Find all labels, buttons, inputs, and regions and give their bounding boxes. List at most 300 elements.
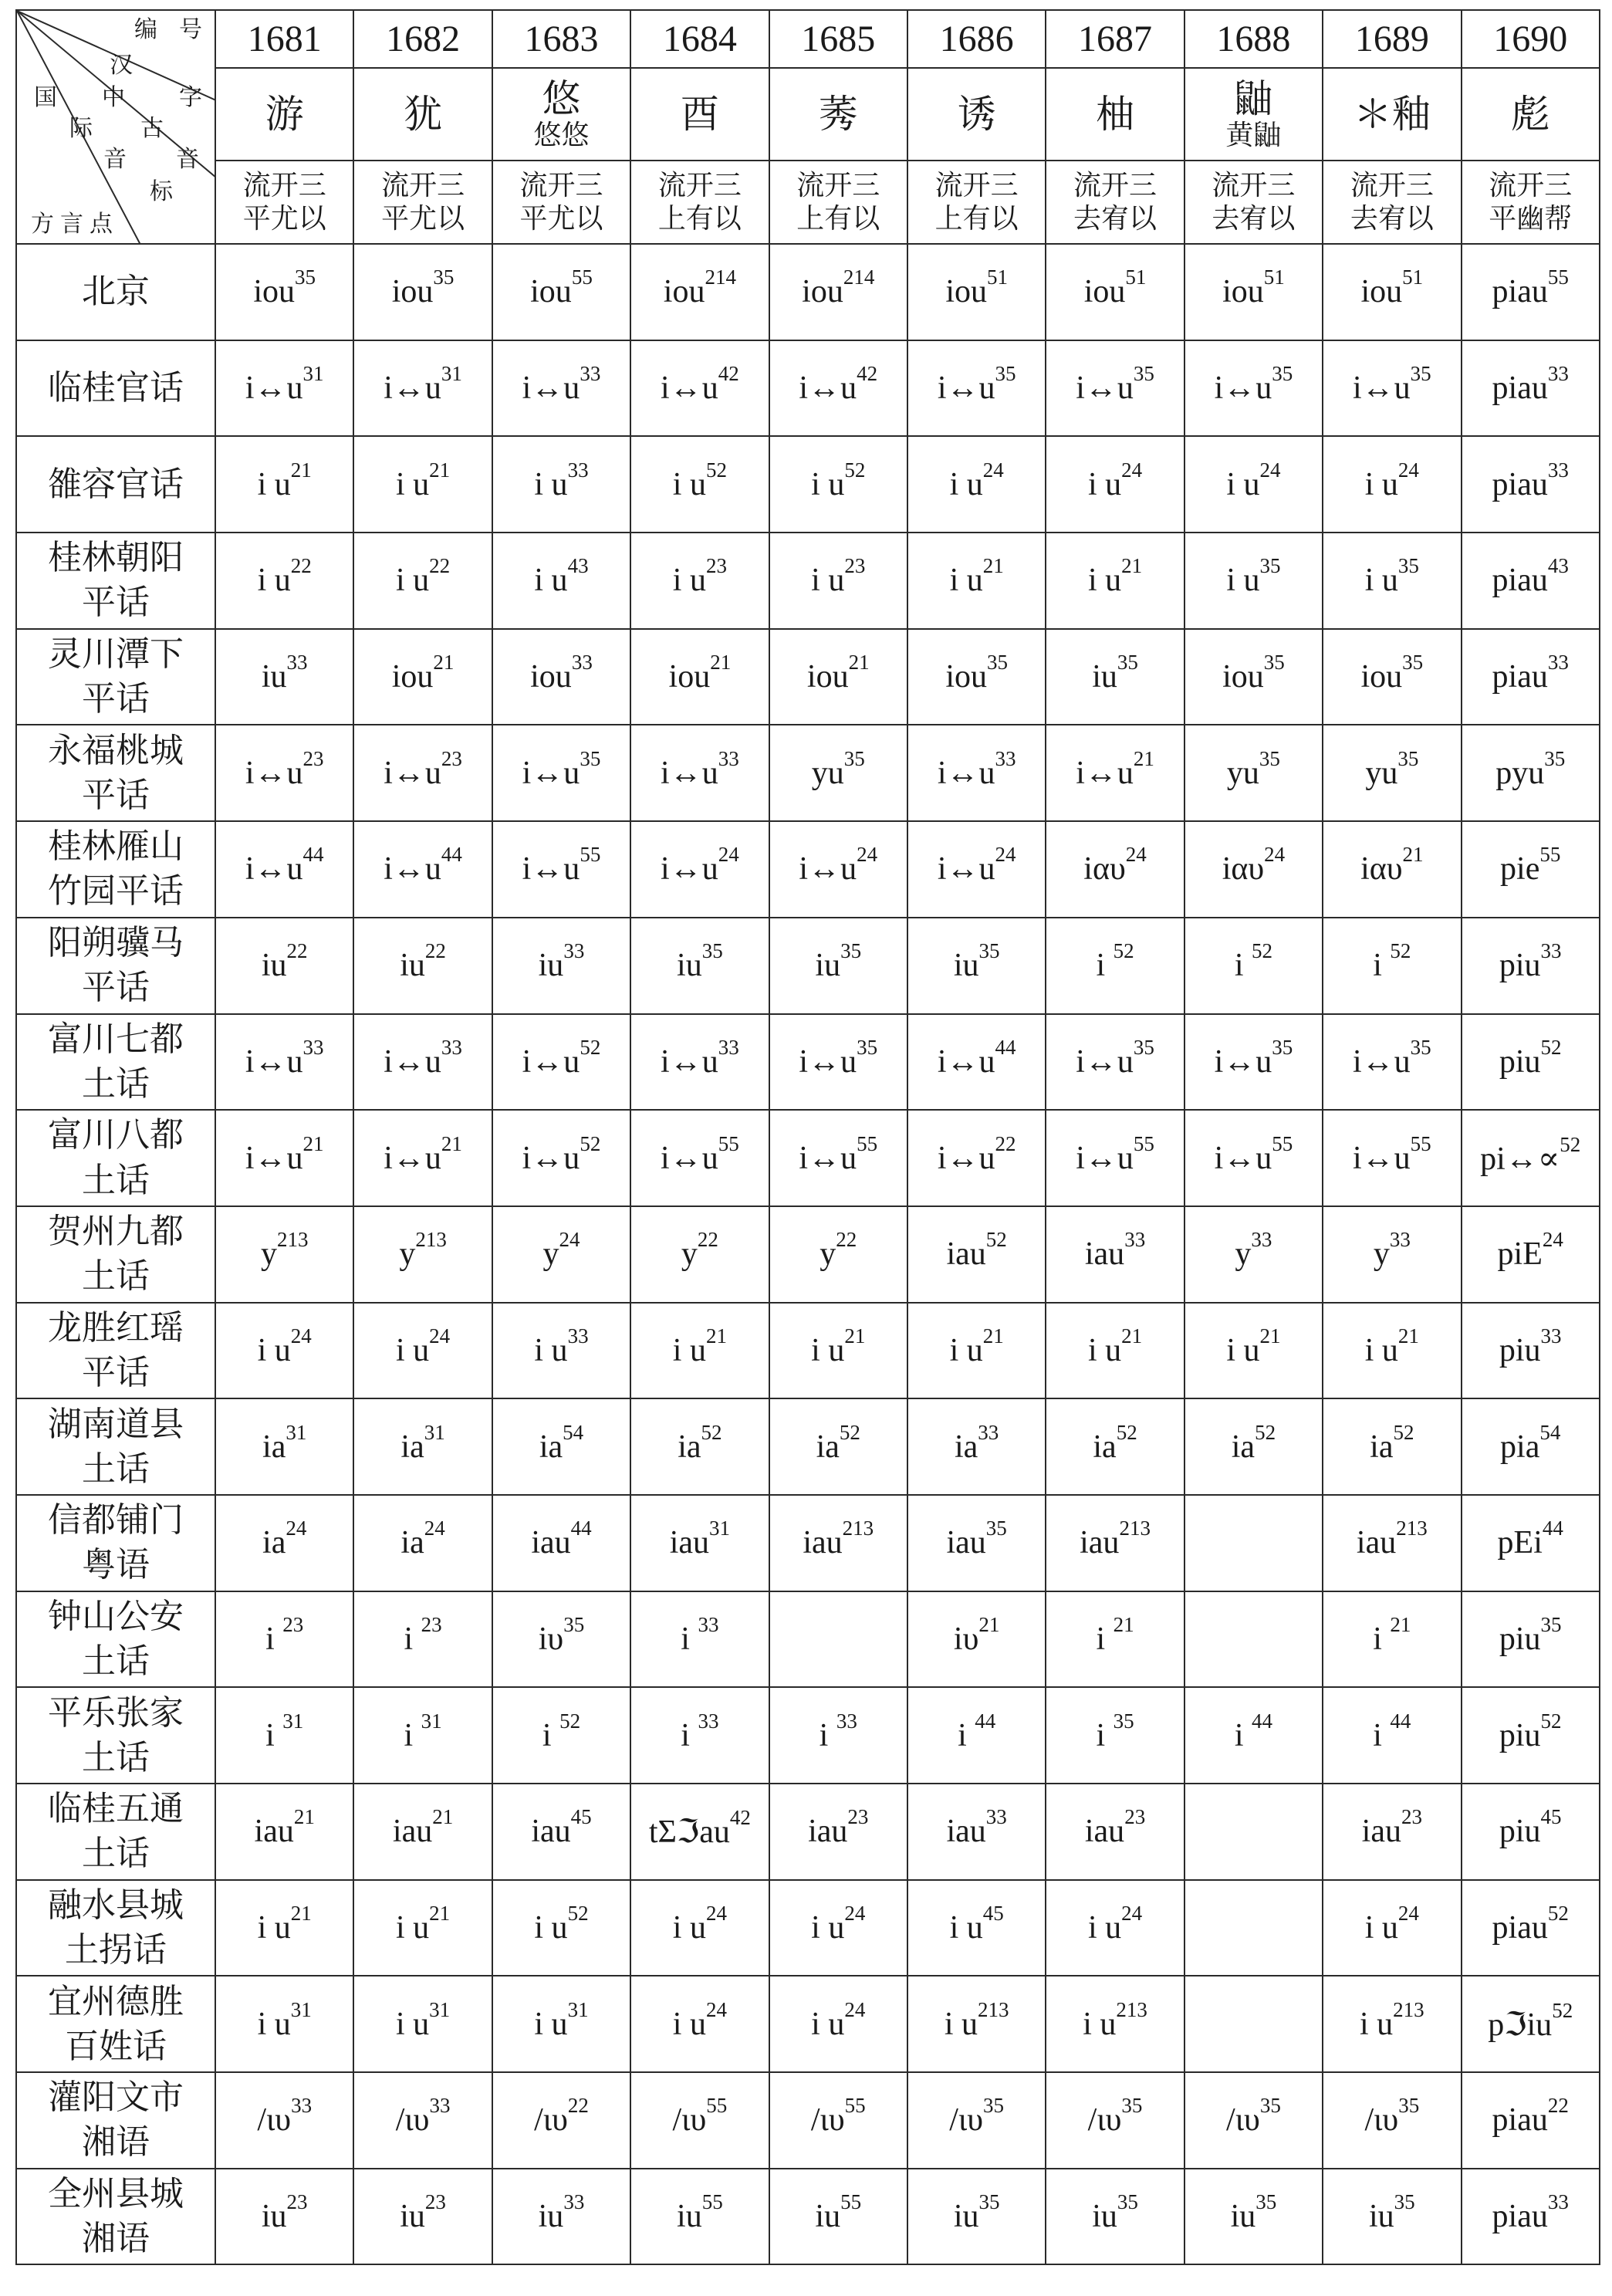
- character: 柚: [1096, 92, 1135, 136]
- character: 游: [265, 92, 304, 136]
- pronunciation-cell: [1046, 1495, 1184, 1591]
- tone-value: 55: [706, 2094, 728, 2118]
- pronunciation-text: i↔u: [1076, 755, 1134, 791]
- dialect-point-cell: [16, 244, 215, 340]
- pronunciation-text: i: [1373, 948, 1391, 984]
- tone-value: 55: [718, 1131, 739, 1155]
- pronunciation-text: i↔u: [799, 1043, 857, 1080]
- pronunciation-text: i: [1096, 1621, 1114, 1657]
- header-number-cell: 1689: [1323, 10, 1461, 68]
- pronunciation-text: i↔u: [1352, 1140, 1411, 1176]
- tone-value: 22: [995, 1131, 1016, 1155]
- pronunciation-text: i u: [534, 563, 568, 599]
- tone-value: 55: [1410, 1131, 1431, 1155]
- tone-value: 23: [421, 1613, 442, 1637]
- pronunciation-text: i u: [1083, 2006, 1117, 2042]
- header-middle-chinese-cell: [630, 161, 769, 244]
- tone-value: 24: [995, 843, 1016, 867]
- pronunciation-text: i u: [534, 1332, 568, 1368]
- tone-value: 214: [843, 265, 875, 289]
- tone-value: 24: [844, 1997, 866, 2021]
- pronunciation-text: iau: [1084, 1236, 1125, 1273]
- pronunciation-cell: [1046, 1784, 1184, 1880]
- pronunciation-cell: [630, 1784, 769, 1880]
- tone-value: 35: [978, 939, 1000, 963]
- tone-value: 21: [429, 1902, 451, 1926]
- pronunciation-cell: [1184, 2072, 1323, 2169]
- pronunciation-text: i↔u: [245, 755, 303, 791]
- pronunciation-cell: [769, 1398, 907, 1495]
- pronunciation-text: piu: [1499, 1621, 1541, 1657]
- pronunciation-text: iau: [946, 1525, 986, 1561]
- tone-value: 23: [1124, 1805, 1146, 1829]
- pronunciation-text: piau: [1492, 274, 1548, 310]
- table-row: [16, 1303, 1600, 1399]
- tone-value: 35: [1398, 2094, 1420, 2118]
- pronunciation-cell: [630, 1687, 769, 1784]
- table-row: [16, 533, 1600, 629]
- pronunciation-text: iαυ: [1222, 851, 1265, 888]
- pronunciation-cell: [769, 821, 907, 918]
- tone-value: 35: [701, 939, 723, 963]
- pronunciation-cell: [1184, 1014, 1323, 1111]
- middle-chinese-line: 平尤以: [519, 203, 603, 234]
- pronunciation-text: piu: [1499, 948, 1541, 984]
- pronunciation-cell: [1184, 340, 1323, 437]
- pronunciation-text: i u: [396, 2006, 430, 2042]
- tone-value: 55: [1133, 1131, 1154, 1155]
- pronunciation-text: iau: [946, 1814, 986, 1850]
- pronunciation-cell: [215, 1495, 353, 1591]
- tone-value: 35: [1544, 746, 1566, 770]
- pronunciation-text: iou: [945, 274, 987, 310]
- pronunciation-cell: [353, 1398, 492, 1495]
- tone-value: 24: [286, 1517, 307, 1540]
- pronunciation-cell: [1184, 629, 1323, 725]
- pronunciation-text: iau: [531, 1814, 571, 1850]
- dialect-point-name: 土话: [82, 1064, 150, 1103]
- pronunciation-text: iu: [1092, 659, 1117, 695]
- tone-value: 21: [1133, 746, 1154, 770]
- tone-value: 33: [1251, 1228, 1272, 1252]
- pronunciation-cell: [215, 1398, 353, 1495]
- tone-value: 35: [1117, 2190, 1138, 2214]
- pronunciation-cell: [492, 2072, 630, 2169]
- pronunciation-text: iau: [1080, 1525, 1120, 1561]
- pronunciation-cell: [907, 918, 1046, 1014]
- pronunciation-text: i u: [396, 1910, 430, 1946]
- table-row: [16, 725, 1600, 821]
- dialect-point-name: 钟山公安: [48, 1597, 184, 1635]
- tone-value: 33: [302, 1035, 324, 1059]
- pronunciation-cell: [769, 2072, 907, 2169]
- pronunciation-cell: [492, 918, 630, 1014]
- pronunciation-text: i u: [949, 1332, 983, 1368]
- tone-value: 24: [1125, 843, 1147, 867]
- tone-value: 35: [563, 1613, 585, 1637]
- pronunciation-cell: [1323, 629, 1461, 725]
- pronunciation-cell: [353, 533, 492, 629]
- pronunciation-text: y: [542, 1236, 559, 1273]
- pronunciation-cell: [1462, 1880, 1600, 1976]
- pronunciation-cell: [630, 244, 769, 340]
- pronunciation-text: ia: [1370, 1429, 1394, 1465]
- pronunciation-text: i u: [949, 466, 983, 502]
- pronunciation-text: i u: [811, 466, 845, 502]
- tone-value: 21: [432, 1805, 454, 1829]
- tone-value: 33: [698, 1709, 719, 1733]
- pronunciation-text: iou: [391, 659, 434, 695]
- character-note: 黄鼬: [1225, 119, 1282, 150]
- pronunciation-text: ia: [400, 1525, 424, 1561]
- tone-value: 33: [1547, 651, 1569, 675]
- pronunciation-cell: [353, 821, 492, 918]
- pronunciation-text: /ιυ: [395, 2102, 430, 2139]
- tone-value: 21: [1397, 1324, 1419, 1348]
- dialect-point-name: 平话: [82, 1353, 150, 1391]
- tone-value: 213: [276, 1228, 309, 1252]
- pronunciation-cell: [907, 1495, 1046, 1591]
- pronunciation-cell: [492, 821, 630, 918]
- pronunciation-cell: [1046, 2072, 1184, 2169]
- pronunciation-cell: [492, 1398, 630, 1495]
- pronunciation-text: i: [1234, 1717, 1252, 1753]
- pronunciation-cell: [630, 629, 769, 725]
- dialect-point-name: 雒容官话: [48, 465, 184, 503]
- pronunciation-text: iau: [803, 1525, 843, 1561]
- pronunciation-text: iou: [1360, 274, 1403, 310]
- pronunciation-text: yu: [811, 755, 844, 791]
- dialect-point-name: 湘语: [82, 2220, 150, 2258]
- tone-value: 44: [1542, 1517, 1563, 1540]
- pronunciation-text: i↔u: [799, 370, 857, 407]
- pronunciation-cell: [353, 629, 492, 725]
- pronunciation-text: iou: [945, 659, 987, 695]
- pronunciation-cell: [215, 1591, 353, 1688]
- dialect-point-name: 土话: [82, 1738, 150, 1777]
- dialect-point-name: 湖南道县: [48, 1405, 184, 1443]
- pronunciation-cell: [492, 1206, 630, 1303]
- pronunciation-cell: [1184, 244, 1323, 340]
- pronunciation-text: /ιυ: [1226, 2102, 1260, 2139]
- pronunciation-cell: [492, 1495, 630, 1591]
- pronunciation-cell: [215, 2169, 353, 2265]
- dialect-point-cell: [16, 629, 215, 725]
- pronunciation-text: iu: [953, 2199, 979, 2235]
- tone-value: 35: [433, 265, 455, 289]
- pronunciation-text: i↔u: [1214, 1140, 1272, 1176]
- pronunciation-cell: [769, 1687, 907, 1784]
- tone-value: 33: [698, 1613, 719, 1637]
- pronunciation-cell: [1323, 1591, 1461, 1688]
- tone-value: 33: [1540, 1324, 1562, 1348]
- tone-value: 22: [567, 2094, 589, 2118]
- pronunciation-text: iαυ: [1360, 851, 1403, 888]
- tone-value: 52: [1393, 1420, 1414, 1444]
- tone-value: 44: [302, 843, 324, 867]
- pronunciation-cell: [1046, 629, 1184, 725]
- tone-value: 33: [1540, 939, 1562, 963]
- tone-value: 31: [421, 1709, 442, 1733]
- diagonal-lines: [17, 11, 215, 244]
- pronunciation-text: i u: [257, 2006, 291, 2042]
- tone-value: 21: [302, 1131, 324, 1155]
- tone-value: 21: [1121, 1324, 1143, 1348]
- tone-value: 35: [1394, 2190, 1415, 2214]
- pronunciation-cell: [215, 629, 353, 725]
- dialect-point-name: 临桂五通: [48, 1790, 184, 1828]
- pronunciation-text: i u: [257, 1332, 291, 1368]
- pronunciation-cell: [1462, 821, 1600, 918]
- pronunciation-cell: [1046, 725, 1184, 821]
- tone-value: 42: [729, 1806, 751, 1830]
- tone-value: 24: [844, 1902, 866, 1926]
- pronunciation-text: i u: [1364, 466, 1398, 502]
- pronunciation-cell: [1462, 725, 1600, 821]
- pronunciation-cell: [1462, 340, 1600, 437]
- pronunciation-text: iu: [261, 659, 287, 695]
- pronunciation-cell: [1184, 2169, 1323, 2265]
- pronunciation-cell: [907, 1206, 1046, 1303]
- dialect-point-cell: [16, 821, 215, 918]
- tone-value: 24: [705, 1997, 727, 2021]
- pronunciation-text: /ιυ: [534, 2102, 568, 2139]
- pronunciation-text: i↔u: [799, 1140, 857, 1176]
- tone-value: 33: [567, 458, 589, 482]
- pronunciation-cell: [1184, 918, 1323, 1014]
- tone-value: 51: [1263, 265, 1285, 289]
- tone-value: 35: [1117, 651, 1138, 675]
- pronunciation-cell: [630, 340, 769, 437]
- dialect-point-name: 湘语: [82, 2123, 150, 2162]
- pronunciation-cell: [769, 244, 907, 340]
- tone-value: 21: [429, 458, 451, 482]
- table-row: [16, 1014, 1600, 1111]
- middle-chinese-line: 流开三: [242, 169, 326, 201]
- dialect-point-name: 土拐话: [65, 1931, 167, 1970]
- pronunciation-text: piu: [1499, 1332, 1541, 1368]
- pronunciation-cell: [1323, 340, 1461, 437]
- pronunciation-text: i↔u: [1076, 1140, 1134, 1176]
- tone-value: 31: [429, 1997, 451, 2021]
- pronunciation-cell: [1462, 1687, 1600, 1784]
- tone-value: 21: [1113, 1613, 1134, 1637]
- middle-chinese-line: 流开三: [1350, 169, 1434, 201]
- pronunciation-cell: [353, 1880, 492, 1976]
- table-row: [16, 436, 1600, 533]
- tone-value: 24: [857, 843, 878, 867]
- header-middle-chinese-cell: [492, 161, 630, 244]
- pronunciation-cell: [1462, 1014, 1600, 1111]
- pronunciation-text: i: [681, 1621, 698, 1657]
- dialect-point-name: 信都铺门: [48, 1501, 184, 1540]
- pronunciation-cell: [769, 1206, 907, 1303]
- header-number-cell: 1688: [1184, 10, 1323, 68]
- pronunciation-text: i: [681, 1717, 698, 1753]
- tone-value: 52: [1547, 1902, 1569, 1926]
- pronunciation-text: iu: [538, 948, 564, 984]
- pronunciation-text: i: [1234, 948, 1252, 984]
- pronunciation-text: i↔u: [799, 851, 857, 888]
- tone-value: 22: [286, 939, 308, 963]
- table-row: [16, 2169, 1600, 2265]
- pronunciation-text: i↔u: [661, 1140, 718, 1176]
- pronunciation-text: iou: [668, 659, 711, 695]
- pronunciation-text: y: [681, 1236, 698, 1273]
- pronunciation-text: i u: [672, 563, 706, 599]
- dialect-point-name: 龙胜红瑶: [48, 1308, 184, 1347]
- corner-label: 编: [134, 17, 157, 42]
- pronunciation-cell: [492, 533, 630, 629]
- pronunciation-text: i↔u: [384, 755, 441, 791]
- pronunciation-text: iu: [400, 2199, 425, 2235]
- dialect-point-name: 土话: [82, 1257, 150, 1296]
- pronunciation-cell: [1462, 244, 1600, 340]
- pronunciation-text: i u: [672, 466, 706, 502]
- pronunciation-cell: [1184, 1110, 1323, 1206]
- pronunciation-text: i u: [396, 563, 430, 599]
- tone-value: 21: [293, 1805, 315, 1829]
- pronunciation-cell: [353, 2072, 492, 2169]
- tone-value: 35: [1263, 651, 1285, 675]
- pronunciation-cell: [630, 1398, 769, 1495]
- pronunciation-cell: [353, 1014, 492, 1111]
- pronunciation-cell: [1323, 821, 1461, 918]
- pronunciation-text: i↔u: [661, 370, 718, 407]
- pronunciation-text: i↔u: [937, 851, 995, 888]
- dialect-point-name: 富川七都: [48, 1020, 184, 1058]
- pronunciation-cell: [1462, 1110, 1600, 1206]
- pronunciation-cell: [769, 1976, 907, 2072]
- tone-value: 31: [709, 1517, 731, 1540]
- pronunciation-cell: [1323, 1206, 1461, 1303]
- pronunciation-text: i↔u: [384, 851, 441, 888]
- tone-value: 35: [1272, 1035, 1293, 1059]
- tone-value: 33: [441, 1035, 462, 1059]
- pronunciation-text: i u: [1359, 2006, 1394, 2042]
- dialect-table: [15, 9, 1600, 2265]
- header-character-cell: [907, 68, 1046, 161]
- pronunciation-text: i u: [811, 2006, 845, 2042]
- character-note: 悠悠: [533, 119, 590, 150]
- tone-value: 21: [982, 1324, 1004, 1348]
- pronunciation-cell: [1046, 1398, 1184, 1495]
- pronunciation-text: i: [958, 1717, 975, 1753]
- tone-value: 35: [857, 1035, 878, 1059]
- pronunciation-text: iou: [1360, 659, 1403, 695]
- pronunciation-cell: [769, 1014, 907, 1111]
- corner-label: 方言点: [31, 211, 119, 237]
- pronunciation-text: piau: [1492, 370, 1548, 407]
- dialect-point-cell: [16, 2169, 215, 2265]
- pronunciation-cell: [1323, 436, 1461, 533]
- pronunciation-cell: [1046, 821, 1184, 918]
- pronunciation-cell: [769, 1784, 907, 1880]
- pronunciation-text: i↔u: [937, 1043, 995, 1080]
- header-character-cell: [1184, 68, 1323, 161]
- tone-value: 21: [433, 651, 455, 675]
- table-row: [16, 2072, 1600, 2169]
- dialect-point-name: 平话: [82, 776, 150, 814]
- pronunciation-cell: [1462, 1206, 1600, 1303]
- pronunciation-cell: [1046, 436, 1184, 533]
- tone-value: 35: [1133, 362, 1154, 386]
- middle-chinese-line: 流开三: [381, 169, 465, 201]
- tone-value: 22: [697, 1228, 718, 1252]
- pronunciation-cell: [1184, 1687, 1323, 1784]
- header-number-cell: 1681: [215, 10, 353, 68]
- tone-value: 52: [701, 1420, 722, 1444]
- pronunciation-cell: [353, 436, 492, 533]
- pronunciation-text: piu: [1499, 1814, 1541, 1850]
- tone-value: 213: [1116, 1997, 1147, 2021]
- pronunciation-cell: [1046, 1591, 1184, 1688]
- tone-value: 45: [570, 1805, 592, 1829]
- pronunciation-text: i↔u: [661, 851, 718, 888]
- pronunciation-text: i: [542, 1717, 560, 1753]
- tone-value: 24: [1542, 1228, 1563, 1252]
- pronunciation-cell: [1184, 725, 1323, 821]
- dialect-point-name: 平话: [82, 969, 150, 1007]
- pronunciation-text: i↔u: [522, 370, 580, 407]
- pronunciation-cell: [907, 1014, 1046, 1111]
- pronunciation-cell: [492, 1687, 630, 1784]
- tone-value: 33: [836, 1709, 857, 1733]
- tone-value: 31: [282, 1709, 304, 1733]
- pronunciation-cell: [215, 340, 353, 437]
- tone-value: 44: [975, 1709, 996, 1733]
- tone-value: 52: [844, 458, 866, 482]
- pronunciation-text: iou: [391, 274, 434, 310]
- pronunciation-cell: [907, 244, 1046, 340]
- dialect-point-name: 桂林雁山: [48, 827, 184, 866]
- pronunciation-cell: [1046, 533, 1184, 629]
- pronunciation-cell: [769, 533, 907, 629]
- pronunciation-text: i: [1096, 948, 1114, 984]
- pronunciation-text: i u: [1226, 563, 1260, 599]
- pronunciation-cell: [1046, 2169, 1184, 2265]
- pronunciation-cell: [1323, 533, 1461, 629]
- pronunciation-text: i u: [811, 1910, 845, 1946]
- table-row: [16, 1687, 1600, 1784]
- pronunciation-cell: [907, 533, 1046, 629]
- table-row: [16, 918, 1600, 1014]
- tone-value: 21: [290, 458, 312, 482]
- pronunciation-text: piau: [1492, 563, 1548, 599]
- character: 酉: [680, 92, 719, 136]
- tone-value: 35: [1259, 2094, 1281, 2118]
- tone-value: 35: [1272, 362, 1293, 386]
- tone-value: 23: [302, 746, 324, 770]
- pronunciation-cell: [215, 1880, 353, 1976]
- pronunciation-text: i u: [949, 563, 983, 599]
- pronunciation-text: i↔u: [1352, 1043, 1411, 1080]
- pronunciation-cell: [907, 1398, 1046, 1495]
- pronunciation-text: iau: [1361, 1814, 1401, 1850]
- pronunciation-cell: [907, 1880, 1046, 1976]
- pronunciation-cell: [630, 1976, 769, 2072]
- pronunciation-cell: [492, 629, 630, 725]
- pronunciation-text: iau: [669, 1525, 710, 1561]
- table-row: [16, 1206, 1600, 1303]
- pronunciation-text: piau: [1492, 2199, 1548, 2235]
- tone-value: 23: [441, 746, 462, 770]
- pronunciation-text: ia: [539, 1429, 563, 1465]
- pronunciation-cell: [1323, 1784, 1461, 1880]
- tone-value: 21: [978, 1613, 1000, 1637]
- pronunciation-cell: [1184, 1591, 1323, 1688]
- pronunciation-cell: [1046, 1303, 1184, 1399]
